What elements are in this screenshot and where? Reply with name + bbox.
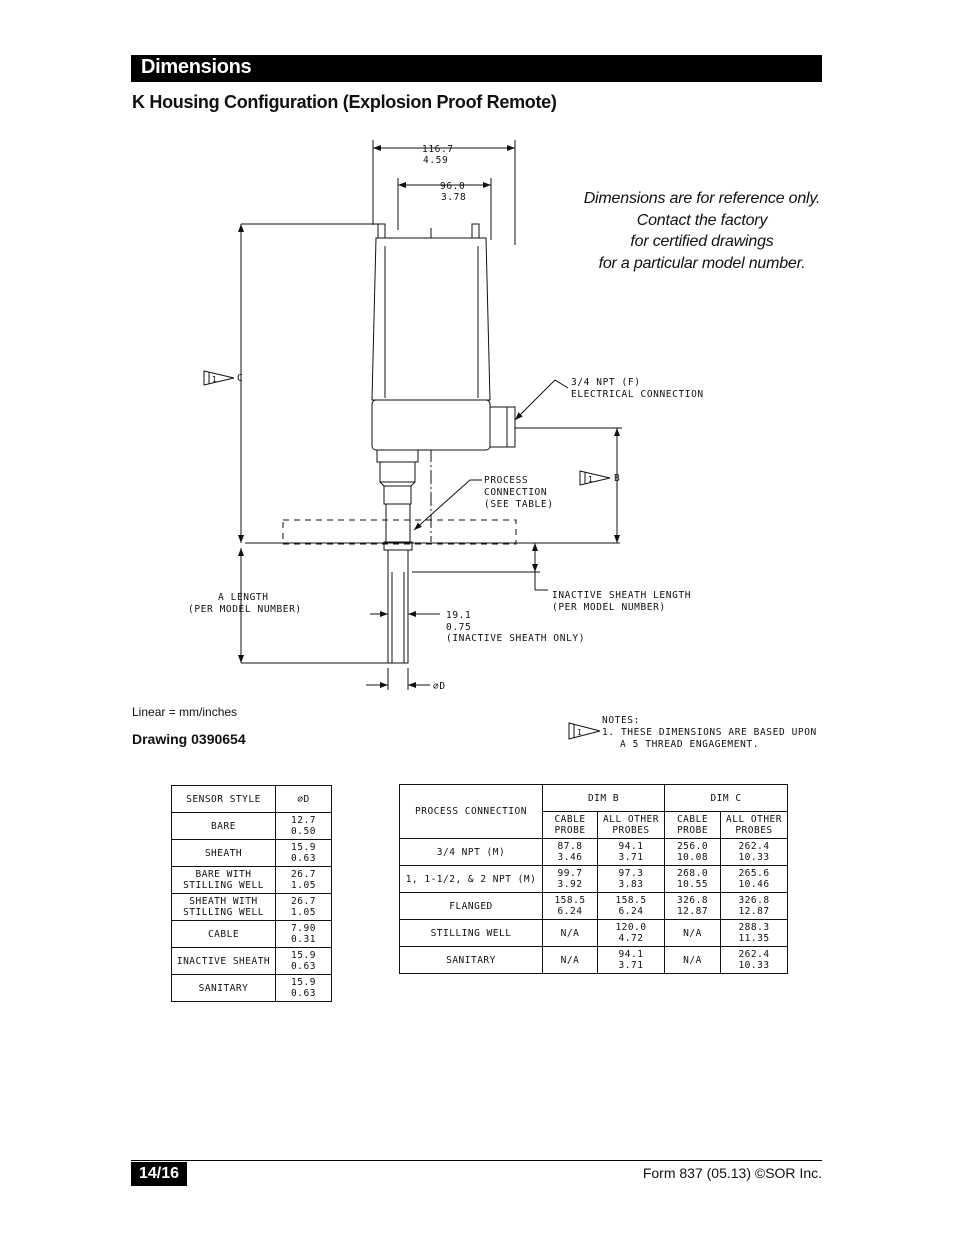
sensor-style-cell: CABLE: [172, 921, 276, 948]
dim-housing-in: 3.78: [441, 192, 467, 203]
diameter-cell: 12.7 0.50: [276, 813, 332, 840]
diameter-cell: 26.7 1.05: [276, 867, 332, 894]
table-row: [400, 920, 788, 947]
footer-rule: [131, 1160, 822, 1161]
table-header-row: [172, 786, 332, 813]
value-cell: 262.4 10.33: [721, 947, 788, 974]
value-cell: 288.3 11.35: [721, 920, 788, 947]
a-length-label-1: A LENGTH: [218, 592, 269, 603]
sensor-style-cell: INACTIVE SHEATH: [172, 948, 276, 975]
subheader-all-other: ALL OTHER PROBES: [721, 812, 788, 839]
value-cell: 94.1 3.71: [598, 947, 665, 974]
table-row: [400, 866, 788, 893]
sensor-style-cell: SHEATH WITH STILLING WELL: [172, 894, 276, 921]
npt-label-2: ELECTRICAL CONNECTION: [571, 389, 704, 400]
value-cell: N/A: [543, 920, 598, 947]
table-row: [172, 840, 332, 867]
value-cell: 94.1 3.71: [598, 839, 665, 866]
table-row: [400, 947, 788, 974]
header-sensor-style: SENSOR STYLE: [172, 786, 276, 813]
table-row: [172, 975, 332, 1002]
header-dim-b: DIM B: [543, 785, 665, 812]
value-cell: 87.8 3.46: [543, 839, 598, 866]
value-cell: 97.3 3.83: [598, 866, 665, 893]
dim-inactive-in: 0.75: [446, 622, 472, 633]
value-cell: N/A: [665, 947, 721, 974]
note-flag-b: 1: [588, 475, 594, 484]
value-cell: 265.6 10.46: [721, 866, 788, 893]
connection-cell: 1, 1-1/2, & 2 NPT (M): [400, 866, 543, 893]
process-label-3: (SEE TABLE): [484, 499, 554, 510]
value-cell: 326.8 12.87: [721, 893, 788, 920]
connection-cell: STILLING WELL: [400, 920, 543, 947]
table-row: [172, 894, 332, 921]
reference-note-line: Contact the factory: [636, 211, 768, 229]
table-row: [172, 948, 332, 975]
connection-cell: FLANGED: [400, 893, 543, 920]
subheader-cable-probe: CABLE PROBE: [543, 812, 598, 839]
dim-overall-mm: 116.7: [422, 144, 454, 155]
diameter-cell: 7.90 0.31: [276, 921, 332, 948]
diameter-cell: 15.9 0.63: [276, 948, 332, 975]
dim-inactive-mm: 19.1: [446, 610, 472, 621]
page-number: 14/16: [131, 1162, 187, 1186]
value-cell: 262.4 10.33: [721, 839, 788, 866]
npt-label-1: 3/4 NPT (F): [571, 377, 641, 388]
table-row: [172, 813, 332, 840]
table-header-row: [400, 785, 788, 812]
sensor-style-cell: SHEATH: [172, 840, 276, 867]
reference-note-line: for a particular model number.: [598, 254, 806, 272]
note-flag-notes: 1: [577, 728, 583, 737]
sensor-style-cell: BARE: [172, 813, 276, 840]
drawing-number: Drawing 0390654: [132, 731, 246, 747]
value-cell: 256.0 10.08: [665, 839, 721, 866]
dim-overall-in: 4.59: [423, 155, 449, 166]
note-flag-c: 1: [212, 375, 218, 384]
table-row: [172, 867, 332, 894]
connection-cell: 3/4 NPT (M): [400, 839, 543, 866]
dim-housing-mm: 96.0: [440, 181, 466, 192]
value-cell: 120.0 4.72: [598, 920, 665, 947]
process-label-2: CONNECTION: [484, 487, 548, 498]
value-cell: N/A: [665, 920, 721, 947]
subheader-cable-probe: CABLE PROBE: [665, 812, 721, 839]
label-c: C: [237, 373, 244, 384]
reference-note-line: Dimensions are for reference only.: [583, 190, 821, 207]
diameter-cell: 15.9 0.63: [276, 975, 332, 1002]
value-cell: 158.5 6.24: [543, 893, 598, 920]
sensor-style-cell: BARE WITH STILLING WELL: [172, 867, 276, 894]
table-row: [400, 893, 788, 920]
process-label-1: PROCESS: [484, 475, 529, 486]
value-cell: 268.0 10.55: [665, 866, 721, 893]
sensor-style-cell: SANITARY: [172, 975, 276, 1002]
inactive-label-1: INACTIVE SHEATH LENGTH: [552, 590, 692, 601]
reference-note: [570, 188, 834, 274]
diameter-cell: 15.9 0.63: [276, 840, 332, 867]
value-cell: N/A: [543, 947, 598, 974]
process-connection-table: [399, 784, 788, 974]
notes-line-2: A 5 THREAD ENGAGEMENT.: [620, 739, 760, 750]
diameter-cell: 26.7 1.05: [276, 894, 332, 921]
subheader-all-other: ALL OTHER PROBES: [598, 812, 665, 839]
dim-inactive-note: (INACTIVE SHEATH ONLY): [446, 633, 586, 644]
diameter-label: ∅D: [433, 681, 446, 692]
header-dim-c: DIM C: [665, 785, 788, 812]
section-title: Dimensions: [141, 56, 252, 78]
sensor-style-table: [171, 785, 332, 1002]
table-row: [400, 839, 788, 866]
value-cell: 326.8 12.87: [665, 893, 721, 920]
value-cell: 158.5 6.24: [598, 893, 665, 920]
notes-line-1: 1. THESE DIMENSIONS ARE BASED UPON: [602, 727, 817, 738]
label-b: B: [614, 473, 621, 484]
a-length-label-2: (PER MODEL NUMBER): [188, 604, 302, 615]
page-subtitle: K Housing Configuration (Explosion Proof Remote): [132, 92, 557, 112]
reference-note-line: for certified drawings: [630, 233, 774, 250]
value-cell: 99.7 3.92: [543, 866, 598, 893]
inactive-label-2: (PER MODEL NUMBER): [552, 602, 666, 613]
table-row: [172, 921, 332, 948]
notes-title: NOTES:: [602, 715, 640, 726]
header-diameter: ∅D: [276, 786, 332, 813]
form-number: Form 837 (05.13) ©SOR Inc.: [642, 1165, 822, 1181]
connection-cell: SANITARY: [400, 947, 543, 974]
linear-units-note: Linear = mm/inches: [132, 705, 238, 719]
header-process-connection: PROCESS CONNECTION: [400, 785, 543, 839]
